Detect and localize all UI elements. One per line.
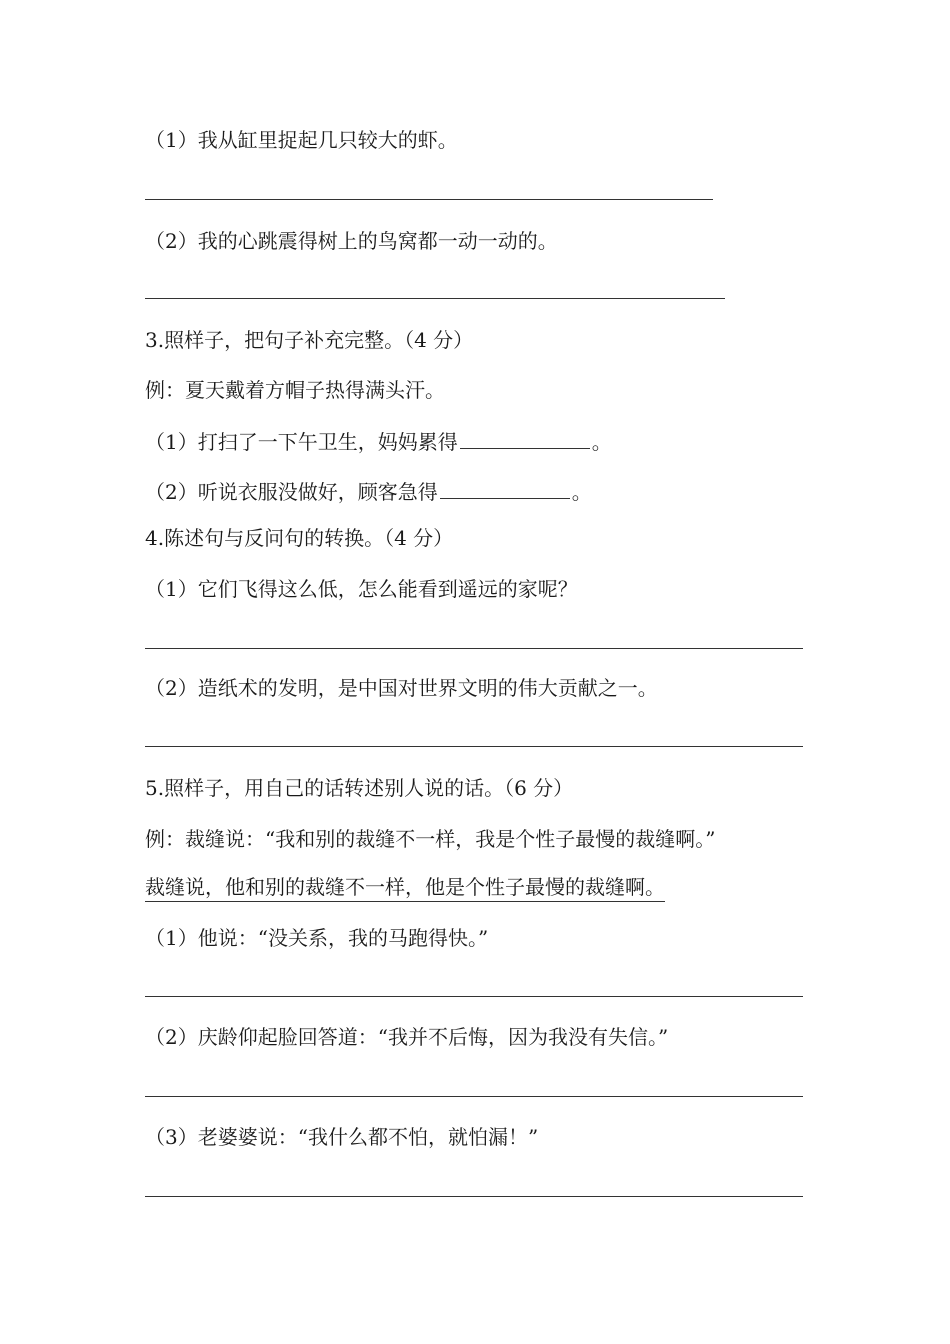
q4-item-1: （1）它们飞得这么低，怎么能看到遥远的家呢？ [145,577,578,601]
q2-item-2-answer-line[interactable] [145,298,725,299]
q4-item-1-answer-line[interactable] [145,648,803,649]
q3-example: 例：夏天戴着方帽子热得满头汗。 [145,378,445,402]
q4-heading: 4.陈述句与反问句的转换。（4 分） [145,526,454,550]
q3-item-1-blank[interactable] [460,426,590,449]
q2-item-1-answer-line[interactable] [145,199,713,200]
q3-item-2-blank[interactable] [440,476,570,499]
q3-heading: 3.照样子，把句子补充完整。（4 分） [145,328,474,352]
q5-item-1-answer-line[interactable] [145,996,803,997]
q2-item-2: （2）我的心跳震得树上的鸟窝都一动一动的。 [145,229,558,253]
q5-item-1: （1）他说：“没关系，我的马跑得快。” [145,926,489,950]
q4-item-2-answer-line[interactable] [145,746,803,747]
q3-item-2 [145,476,592,506]
q5-item-2: （2）庆龄仰起脸回答道：“我并不后悔，因为我没有失信。” [145,1025,669,1049]
q4-item-2: （2）造纸术的发明，是中国对世界文明的伟大贡献之一。 [145,676,658,700]
q5-heading: 5.照样子，用自己的话转述别人说的话。（6 分） [145,776,574,800]
q5-example: 例：裁缝说：“我和别的裁缝不一样，我是个性子最慢的裁缝啊。” [145,827,716,851]
q3-item-1-prefix: （1）打扫了一下午卫生，妈妈累得 [145,430,458,454]
q5-item-3-answer-line[interactable] [145,1196,803,1197]
q5-item-2-answer-line[interactable] [145,1096,803,1097]
q3-item-1-suffix: 。 [591,430,612,454]
q3-item-1 [145,426,612,456]
q5-example-answer [145,873,665,901]
q2-item-1: （1）我从缸里捉起几只较大的虾。 [145,128,458,152]
q5-item-3: （3）老婆婆说：“我什么都不怕，就怕漏！” [145,1125,539,1149]
q3-item-2-suffix: 。 [571,480,592,504]
q5-example-answer-text: 裁缝说，他和别的裁缝不一样，他是个性子最慢的裁缝啊。 [145,875,665,902]
q3-item-2-prefix: （2）听说衣服没做好，顾客急得 [145,480,438,504]
